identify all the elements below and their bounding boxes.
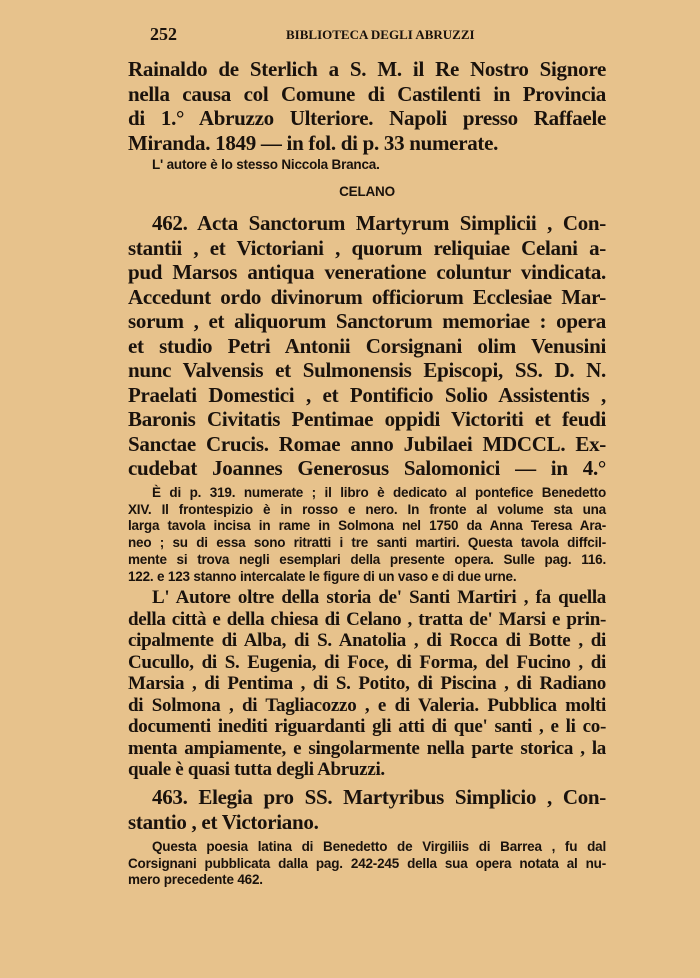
comment-line: della città e della chiesa di Celano , tratta de' Marsi e prin- [128, 608, 606, 630]
entry-line: sorum , et aliquorum Sanctorum memoriae : opera [128, 309, 606, 333]
author-note: L' autore è lo stesso Niccola Branca. [152, 157, 380, 172]
comment-line: di Solmona , di Tagliacozzo , e di Valeria. Pubblica molti [128, 694, 606, 716]
entry-line: nunc Valvensis et Sulmonensis Episcopi, SS. D. N. [128, 358, 606, 382]
note-line: mente si trova negli esemplari della presente opera. Sulle pag. 116. [128, 551, 606, 567]
note-line: Questa poesia latina di Benedetto de Virgiliis di Barrea , fu dal [152, 839, 606, 854]
text-line: Miranda. 1849 — in fol. di p. 33 numerate. [128, 130, 499, 155]
entry-line: cudebat Joannes Generosus Salomonici — in 4.° [128, 456, 606, 480]
entry-line: stantii , et Victoriani , quorum reliquiae Celani a- [128, 235, 606, 260]
comment-line: Cucullo, di S. Eugenia, di Foce, di Forma, del Fucino , di [128, 651, 606, 673]
comment-line: Marsia , di Pentima , di S. Potito, di Piscina , di Radiano [128, 673, 606, 694]
comment-line: menta ampiamente, e singolarmente nella parte storica , la [128, 737, 606, 759]
note-line: mero precedente 462. [128, 872, 263, 888]
entry-line: Accedunt ordo divinorum officiorum Ecclesiae Mar- [128, 284, 606, 309]
entry-line: Baronis Civitatis Pentimae oppidi Victoriti et feudi [128, 407, 606, 431]
comment-line: cipalmente di Alba, di S. Anatolia , di Rocca di Botte , di [128, 630, 606, 651]
note-line: 122. e 123 stanno intercalate le figure di un vaso e di due urne. [128, 568, 517, 584]
section-heading: CELANO [339, 184, 395, 199]
note-line: Corsignani pubblicata dalla pag. 242-245 della sua opera notata al nu- [128, 855, 606, 871]
entry-line: 463. Elegia pro SS. Martyribus Simplicio , Con- [152, 785, 606, 809]
note-line: È di p. 319. numerate ; il libro è dedicato al pontefice Benedetto [152, 485, 606, 500]
note-line: neo ; su di essa sono ritratti i tre santi martiri. Questa tavola diffcil- [128, 535, 606, 551]
comment-line: quale è quasi tutta degli Abruzzi. [128, 759, 385, 780]
comment-line: documenti inediti riguardanti gli atti di que' santi , e li co- [128, 716, 606, 737]
entry-line: stantio , et Victoriano. [128, 809, 319, 834]
note-line: XIV. Il frontespizio è in rosso e nero. In fronte al volume sta una [128, 501, 606, 517]
running-title: BIBLIOTECA DEGLI ABRUZZI [286, 27, 475, 42]
note-line: larga tavola incisa in rame in Solmona nel 1750 da Anna Teresa Ara- [128, 518, 606, 534]
text-line: di 1.° Abruzzo Ulteriore. Napoli presso Raffaele [128, 106, 606, 130]
comment-line: L' Autore oltre della storia de' Santi Martiri , fa quella [152, 587, 606, 608]
text-line: nella causa col Comune di Castilenti in Provincia [128, 81, 606, 106]
entry-line: pud Marsos antiqua veneratione coluntur vindicata. [128, 260, 606, 284]
text-line: Rainaldo de Sterlich a S. M. il Re Nostro Signore [128, 57, 606, 81]
entry-line: Praelati Domestici , et Pontificio Solio Assistentis , [128, 382, 606, 407]
entry-line: Sanctae Crucis. Romae anno Jubilaei MDCCL. Ex- [128, 431, 606, 456]
entry-line: 462. Acta Sanctorum Martyrum Simplicii , Con- [152, 211, 606, 235]
page-number: 252 [150, 24, 177, 44]
entry-line: et studio Petri Antonii Corsignani olim Venusini [128, 333, 606, 358]
